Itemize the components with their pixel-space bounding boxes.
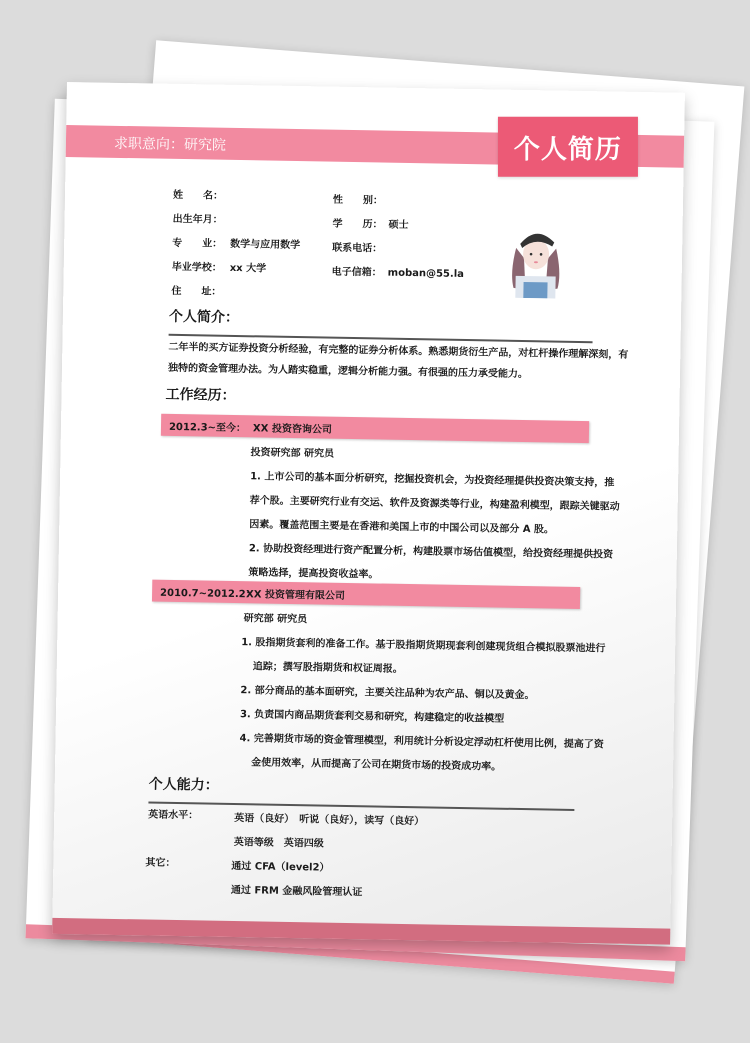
job-duty-line: 策略选择，提高投资收益率。 xyxy=(248,567,379,581)
job-company: XX 投资咨询公司 xyxy=(252,423,332,436)
summary-line: 二年半的买方证券投资分析经验，有完整的证券分析体系。熟悉期货衍生产品，对杠杆操作理解深刻，有 xyxy=(168,341,629,361)
job-duty-line: 金使用效率，从而提高了公司在期货市场的投资成功率。 xyxy=(251,757,502,773)
info-school xyxy=(172,258,267,275)
job-duty-line: 1. 上市公司的基本面分析研究，挖掘投资机会，为投资经理提供投资决策支持，推 xyxy=(250,471,615,489)
info-value: moban@55.la xyxy=(387,267,465,280)
info-label: 出生年月： xyxy=(172,213,223,226)
job-duty-line: 2. 部分商品的基本面研究，主要关注品种为农产品、铜以及黄金。 xyxy=(240,685,535,702)
info-value: 数学与应用数学 xyxy=(230,238,301,252)
info-major xyxy=(172,234,300,251)
info-label: 学 历： xyxy=(332,218,383,231)
info-label: 电子信箱： xyxy=(331,266,382,279)
info-label: 专 业： xyxy=(172,237,223,250)
job-date: 2010.7~2012.2： xyxy=(159,587,256,601)
info-value: xx 大学 xyxy=(229,262,267,275)
section-title-experience: 工作经历： xyxy=(165,386,236,404)
job-header-2 xyxy=(152,580,580,609)
info-label: 联系电话： xyxy=(332,242,383,255)
job-header-1 xyxy=(161,414,589,443)
section-title-skills: 个人能力： xyxy=(148,776,219,794)
other-line: 通过 CFA（level2） xyxy=(231,860,330,874)
job-duty-line: 因素。覆盖范围主要是在香港和美国上市的中国公司以及部分 A 股。 xyxy=(249,519,555,536)
other-label: 其它： xyxy=(145,857,176,870)
info-birth xyxy=(173,210,223,226)
resume-title-box xyxy=(498,117,638,177)
section-title-summary: 个人简介： xyxy=(168,308,240,327)
resume-page xyxy=(52,82,685,945)
other-line: 通过 FRM 金融风险管理认证 xyxy=(230,884,363,899)
info-degree xyxy=(332,215,408,231)
english-label: 英语水平： xyxy=(148,809,199,822)
info-label: 毕业学校： xyxy=(171,261,222,274)
info-name xyxy=(173,186,223,202)
job-intent: 求职意向：研究院 xyxy=(113,135,227,154)
job-duty-line: 1. 股指期货套利的准备工作。基于股指期货期现套利创建现货组合模拟股票池进行 xyxy=(241,637,606,655)
summary-line: 独特的资金管理办法。为人踏实稳重，逻辑分析能力强。有很强的压力承受能力。 xyxy=(167,362,529,381)
english-line: 英语（良好） 听说（良好），读写（良好） xyxy=(234,813,425,828)
info-label: 姓 名： xyxy=(172,189,224,202)
info-gender xyxy=(333,191,383,207)
job-duty-line: 2. 协助投资经理进行资产配置分析，构建股票市场估值模型，给投资经理提供投资 xyxy=(248,543,614,561)
job-dept: 研究部 研究员 xyxy=(243,613,308,626)
job-dept: 投资研究部 研究员 xyxy=(250,447,335,460)
info-value: 硕士 xyxy=(388,219,409,231)
resume-title: 个人简历 xyxy=(513,134,622,165)
section-divider xyxy=(148,802,574,811)
job-duty-line: 荐个股。主要研究行业有交运、软件及资源类等行业，构建盈利模型，跟踪关键驱动 xyxy=(249,495,620,513)
job-duty-line: 4. 完善期货市场的资金管理模型，利用统计分析设定浮动杠杆使用比例，提高了资 xyxy=(239,733,604,751)
job-company: XX 投资管理有限公司 xyxy=(245,589,346,602)
job-date: 2012.3~至今： xyxy=(168,421,247,435)
info-label: 住 址： xyxy=(171,285,222,298)
job-duty-line: 追踪；撰写股指期货和权证周报。 xyxy=(252,661,403,675)
job-duty-line: 3. 负责国内商品期货套利交易和研究，构建稳定的收益模型 xyxy=(239,709,505,725)
info-label: 性 别： xyxy=(332,194,384,207)
avatar-illustration xyxy=(501,218,570,299)
info-phone xyxy=(332,239,382,255)
info-address xyxy=(171,282,221,298)
english-line: 英语等级 英语四级 xyxy=(233,837,324,850)
info-email xyxy=(332,263,464,280)
